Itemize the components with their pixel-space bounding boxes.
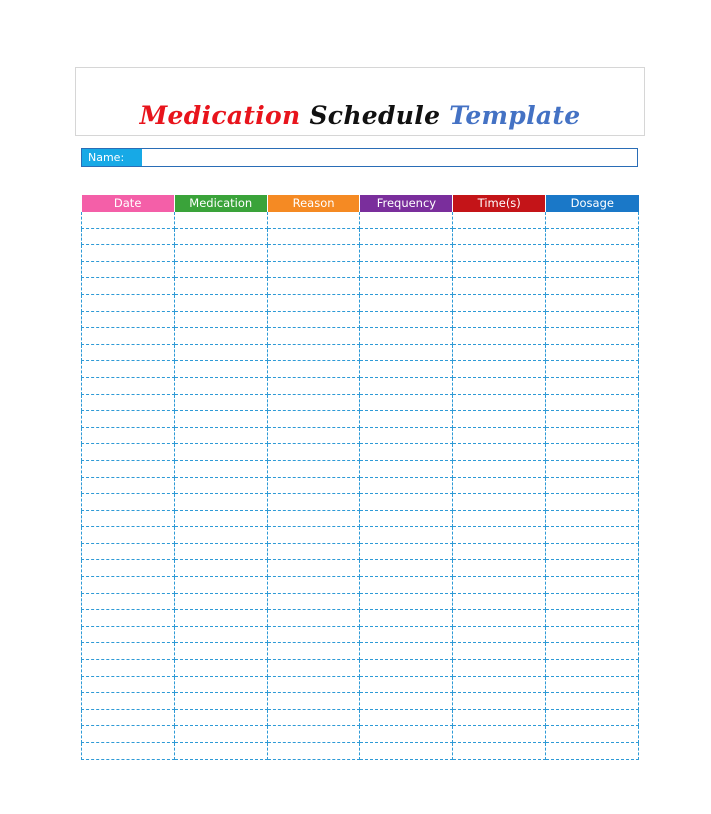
cell-date[interactable]: [82, 726, 175, 743]
cell-date[interactable]: [82, 610, 175, 627]
cell-date[interactable]: [82, 543, 175, 560]
cell-frequency[interactable]: [360, 510, 453, 527]
cell-reason[interactable]: [267, 543, 360, 560]
cell-frequency[interactable]: [360, 726, 453, 743]
cell-medication[interactable]: [174, 726, 267, 743]
cell-dosage[interactable]: [546, 311, 639, 328]
cell-reason[interactable]: [267, 676, 360, 693]
cell-medication[interactable]: [174, 477, 267, 494]
table-row: [82, 726, 639, 743]
cell-dosage[interactable]: [546, 543, 639, 560]
cell-date[interactable]: [82, 510, 175, 527]
cell-times[interactable]: [453, 726, 546, 743]
table-row: [82, 344, 639, 361]
cell-dosage[interactable]: [546, 411, 639, 428]
cell-times[interactable]: [453, 709, 546, 726]
cell-date[interactable]: [82, 560, 175, 577]
cell-medication[interactable]: [174, 212, 267, 228]
cell-times[interactable]: [453, 460, 546, 477]
cell-date[interactable]: [82, 212, 175, 228]
table-row: [82, 560, 639, 577]
cell-dosage[interactable]: [546, 593, 639, 610]
cell-medication[interactable]: [174, 709, 267, 726]
column-header-medication: Medication: [174, 195, 267, 212]
cell-medication[interactable]: [174, 610, 267, 627]
name-row: [81, 148, 638, 167]
cell-date[interactable]: [82, 344, 175, 361]
cell-dosage[interactable]: [546, 228, 639, 245]
cell-date[interactable]: [82, 294, 175, 311]
cell-dosage[interactable]: [546, 261, 639, 278]
cell-medication[interactable]: [174, 344, 267, 361]
table-row: [82, 626, 639, 643]
cell-medication[interactable]: [174, 311, 267, 328]
medication-schedule-table: [81, 195, 639, 760]
cell-dosage[interactable]: [546, 693, 639, 710]
table-row: [82, 212, 639, 228]
cell-times[interactable]: [453, 543, 546, 560]
table-row: [82, 361, 639, 378]
cell-medication[interactable]: [174, 743, 267, 760]
cell-frequency[interactable]: [360, 311, 453, 328]
cell-date[interactable]: [82, 527, 175, 544]
cell-frequency[interactable]: [360, 626, 453, 643]
cell-reason[interactable]: [267, 427, 360, 444]
table-row: [82, 527, 639, 544]
cell-times[interactable]: [453, 693, 546, 710]
name-label: Name:: [82, 149, 142, 166]
cell-dosage[interactable]: [546, 709, 639, 726]
cell-dosage[interactable]: [546, 377, 639, 394]
cell-reason[interactable]: [267, 460, 360, 477]
table-row: [82, 477, 639, 494]
cell-frequency[interactable]: [360, 212, 453, 228]
table-row: [82, 427, 639, 444]
cell-times[interactable]: [453, 676, 546, 693]
cell-dosage[interactable]: [546, 643, 639, 660]
cell-times[interactable]: [453, 328, 546, 345]
table-row: [82, 294, 639, 311]
page-title: [76, 100, 644, 132]
cell-reason[interactable]: [267, 709, 360, 726]
cell-frequency[interactable]: [360, 593, 453, 610]
cell-frequency[interactable]: [360, 278, 453, 295]
cell-dosage[interactable]: [546, 610, 639, 627]
table-row: [82, 460, 639, 477]
cell-times[interactable]: [453, 377, 546, 394]
cell-reason[interactable]: [267, 344, 360, 361]
cell-date[interactable]: [82, 228, 175, 245]
cell-medication[interactable]: [174, 510, 267, 527]
cell-frequency[interactable]: [360, 543, 453, 560]
cell-reason[interactable]: [267, 377, 360, 394]
cell-frequency[interactable]: [360, 643, 453, 660]
cell-frequency[interactable]: [360, 294, 453, 311]
table-row: [82, 411, 639, 428]
cell-medication[interactable]: [174, 444, 267, 461]
cell-date[interactable]: [82, 693, 175, 710]
cell-times[interactable]: [453, 560, 546, 577]
cell-times[interactable]: [453, 261, 546, 278]
table-header-row: [82, 195, 639, 212]
table-row: [82, 444, 639, 461]
cell-dosage[interactable]: [546, 510, 639, 527]
cell-times[interactable]: [453, 477, 546, 494]
cell-dosage[interactable]: [546, 278, 639, 295]
cell-date[interactable]: [82, 643, 175, 660]
cell-medication[interactable]: [174, 460, 267, 477]
cell-times[interactable]: [453, 228, 546, 245]
name-input[interactable]: [142, 149, 637, 166]
cell-dosage[interactable]: [546, 560, 639, 577]
column-header-dosage: Dosage: [546, 195, 639, 212]
cell-reason[interactable]: [267, 212, 360, 228]
cell-date[interactable]: [82, 328, 175, 345]
cell-date[interactable]: [82, 427, 175, 444]
table-row: [82, 660, 639, 677]
cell-reason[interactable]: [267, 510, 360, 527]
cell-date[interactable]: [82, 311, 175, 328]
cell-frequency[interactable]: [360, 660, 453, 677]
cell-dosage[interactable]: [546, 477, 639, 494]
cell-medication[interactable]: [174, 294, 267, 311]
table-row: [82, 494, 639, 511]
cell-dosage[interactable]: [546, 494, 639, 511]
cell-frequency[interactable]: [360, 477, 453, 494]
table-row: [82, 577, 639, 594]
cell-frequency[interactable]: [360, 427, 453, 444]
cell-date[interactable]: [82, 245, 175, 262]
cell-reason[interactable]: [267, 444, 360, 461]
cell-times[interactable]: [453, 361, 546, 378]
cell-frequency[interactable]: [360, 361, 453, 378]
table-row: [82, 643, 639, 660]
cell-dosage[interactable]: [546, 394, 639, 411]
table-row: [82, 278, 639, 295]
table-row: [82, 709, 639, 726]
cell-medication[interactable]: [174, 394, 267, 411]
cell-dosage[interactable]: [546, 361, 639, 378]
cell-times[interactable]: [453, 527, 546, 544]
cell-date[interactable]: [82, 377, 175, 394]
cell-date[interactable]: [82, 494, 175, 511]
cell-frequency[interactable]: [360, 494, 453, 511]
table-row: [82, 743, 639, 760]
cell-dosage[interactable]: [546, 726, 639, 743]
cell-reason[interactable]: [267, 577, 360, 594]
cell-dosage[interactable]: [546, 626, 639, 643]
cell-frequency[interactable]: [360, 693, 453, 710]
cell-medication[interactable]: [174, 228, 267, 245]
cell-reason[interactable]: [267, 361, 360, 378]
cell-times[interactable]: [453, 610, 546, 627]
table-row: [82, 693, 639, 710]
cell-dosage[interactable]: [546, 427, 639, 444]
cell-date[interactable]: [82, 593, 175, 610]
table-row: [82, 593, 639, 610]
title-word-medication: Medication: [139, 101, 301, 130]
cell-medication[interactable]: [174, 245, 267, 262]
cell-medication[interactable]: [174, 278, 267, 295]
cell-reason[interactable]: [267, 643, 360, 660]
cell-reason[interactable]: [267, 228, 360, 245]
cell-frequency[interactable]: [360, 743, 453, 760]
cell-medication[interactable]: [174, 626, 267, 643]
cell-date[interactable]: [82, 477, 175, 494]
cell-dosage[interactable]: [546, 344, 639, 361]
cell-frequency[interactable]: [360, 577, 453, 594]
table-body: [82, 212, 639, 759]
cell-frequency[interactable]: [360, 411, 453, 428]
cell-frequency[interactable]: [360, 460, 453, 477]
cell-date[interactable]: [82, 394, 175, 411]
cell-date[interactable]: [82, 460, 175, 477]
cell-medication[interactable]: [174, 560, 267, 577]
cell-medication[interactable]: [174, 593, 267, 610]
cell-frequency[interactable]: [360, 394, 453, 411]
cell-times[interactable]: [453, 510, 546, 527]
cell-medication[interactable]: [174, 543, 267, 560]
cell-medication[interactable]: [174, 527, 267, 544]
cell-frequency[interactable]: [360, 228, 453, 245]
cell-times[interactable]: [453, 344, 546, 361]
cell-date[interactable]: [82, 743, 175, 760]
cell-frequency[interactable]: [360, 328, 453, 345]
cell-reason[interactable]: [267, 560, 360, 577]
cell-reason[interactable]: [267, 494, 360, 511]
table-row: [82, 610, 639, 627]
cell-reason[interactable]: [267, 477, 360, 494]
column-header-frequency: Frequency: [360, 195, 453, 212]
cell-date[interactable]: [82, 660, 175, 677]
cell-times[interactable]: [453, 212, 546, 228]
cell-date[interactable]: [82, 444, 175, 461]
cell-date[interactable]: [82, 676, 175, 693]
cell-dosage[interactable]: [546, 527, 639, 544]
cell-reason[interactable]: [267, 328, 360, 345]
cell-reason[interactable]: [267, 743, 360, 760]
cell-frequency[interactable]: [360, 245, 453, 262]
column-header-reason: Reason: [267, 195, 360, 212]
table-row: [82, 394, 639, 411]
cell-dosage[interactable]: [546, 660, 639, 677]
cell-reason[interactable]: [267, 394, 360, 411]
cell-date[interactable]: [82, 361, 175, 378]
cell-times[interactable]: [453, 494, 546, 511]
cell-date[interactable]: [82, 709, 175, 726]
cell-times[interactable]: [453, 660, 546, 677]
cell-medication[interactable]: [174, 577, 267, 594]
table-row: [82, 311, 639, 328]
cell-reason[interactable]: [267, 626, 360, 643]
title-box: [75, 67, 645, 136]
cell-dosage[interactable]: [546, 460, 639, 477]
cell-medication[interactable]: [174, 676, 267, 693]
cell-frequency[interactable]: [360, 444, 453, 461]
cell-reason[interactable]: [267, 261, 360, 278]
column-header-date: Date: [82, 195, 175, 212]
cell-frequency[interactable]: [360, 527, 453, 544]
cell-dosage[interactable]: [546, 294, 639, 311]
cell-dosage[interactable]: [546, 212, 639, 228]
cell-frequency[interactable]: [360, 261, 453, 278]
cell-medication[interactable]: [174, 494, 267, 511]
cell-times[interactable]: [453, 311, 546, 328]
cell-reason[interactable]: [267, 245, 360, 262]
cell-frequency[interactable]: [360, 610, 453, 627]
cell-date[interactable]: [82, 278, 175, 295]
cell-times[interactable]: [453, 593, 546, 610]
cell-frequency[interactable]: [360, 344, 453, 361]
cell-dosage[interactable]: [546, 743, 639, 760]
cell-reason[interactable]: [267, 593, 360, 610]
cell-medication[interactable]: [174, 411, 267, 428]
cell-frequency[interactable]: [360, 560, 453, 577]
table-row: [82, 245, 639, 262]
cell-reason[interactable]: [267, 294, 360, 311]
cell-times[interactable]: [453, 643, 546, 660]
table-row: [82, 261, 639, 278]
cell-times[interactable]: [453, 278, 546, 295]
cell-dosage[interactable]: [546, 444, 639, 461]
cell-reason[interactable]: [267, 278, 360, 295]
cell-date[interactable]: [82, 577, 175, 594]
cell-dosage[interactable]: [546, 245, 639, 262]
column-header-times: Time(s): [453, 195, 546, 212]
cell-dosage[interactable]: [546, 577, 639, 594]
cell-medication[interactable]: [174, 328, 267, 345]
cell-times[interactable]: [453, 394, 546, 411]
cell-times[interactable]: [453, 577, 546, 594]
cell-reason[interactable]: [267, 726, 360, 743]
cell-date[interactable]: [82, 411, 175, 428]
cell-times[interactable]: [453, 743, 546, 760]
cell-medication[interactable]: [174, 427, 267, 444]
cell-times[interactable]: [453, 294, 546, 311]
cell-date[interactable]: [82, 261, 175, 278]
cell-frequency[interactable]: [360, 377, 453, 394]
table-row: [82, 228, 639, 245]
table-row: [82, 328, 639, 345]
cell-times[interactable]: [453, 626, 546, 643]
cell-reason[interactable]: [267, 660, 360, 677]
table-row: [82, 543, 639, 560]
cell-medication[interactable]: [174, 660, 267, 677]
table-row: [82, 676, 639, 693]
cell-dosage[interactable]: [546, 676, 639, 693]
cell-times[interactable]: [453, 411, 546, 428]
cell-medication[interactable]: [174, 643, 267, 660]
cell-times[interactable]: [453, 245, 546, 262]
cell-frequency[interactable]: [360, 709, 453, 726]
cell-medication[interactable]: [174, 377, 267, 394]
cell-frequency[interactable]: [360, 676, 453, 693]
table-row: [82, 377, 639, 394]
cell-medication[interactable]: [174, 361, 267, 378]
cell-reason[interactable]: [267, 610, 360, 627]
cell-reason[interactable]: [267, 411, 360, 428]
cell-reason[interactable]: [267, 527, 360, 544]
cell-times[interactable]: [453, 444, 546, 461]
table-row: [82, 510, 639, 527]
title-word-template: Template: [449, 101, 581, 130]
cell-medication[interactable]: [174, 693, 267, 710]
title-word-schedule: Schedule: [309, 101, 441, 130]
cell-date[interactable]: [82, 626, 175, 643]
cell-dosage[interactable]: [546, 328, 639, 345]
cell-times[interactable]: [453, 427, 546, 444]
cell-reason[interactable]: [267, 311, 360, 328]
cell-reason[interactable]: [267, 693, 360, 710]
cell-medication[interactable]: [174, 261, 267, 278]
